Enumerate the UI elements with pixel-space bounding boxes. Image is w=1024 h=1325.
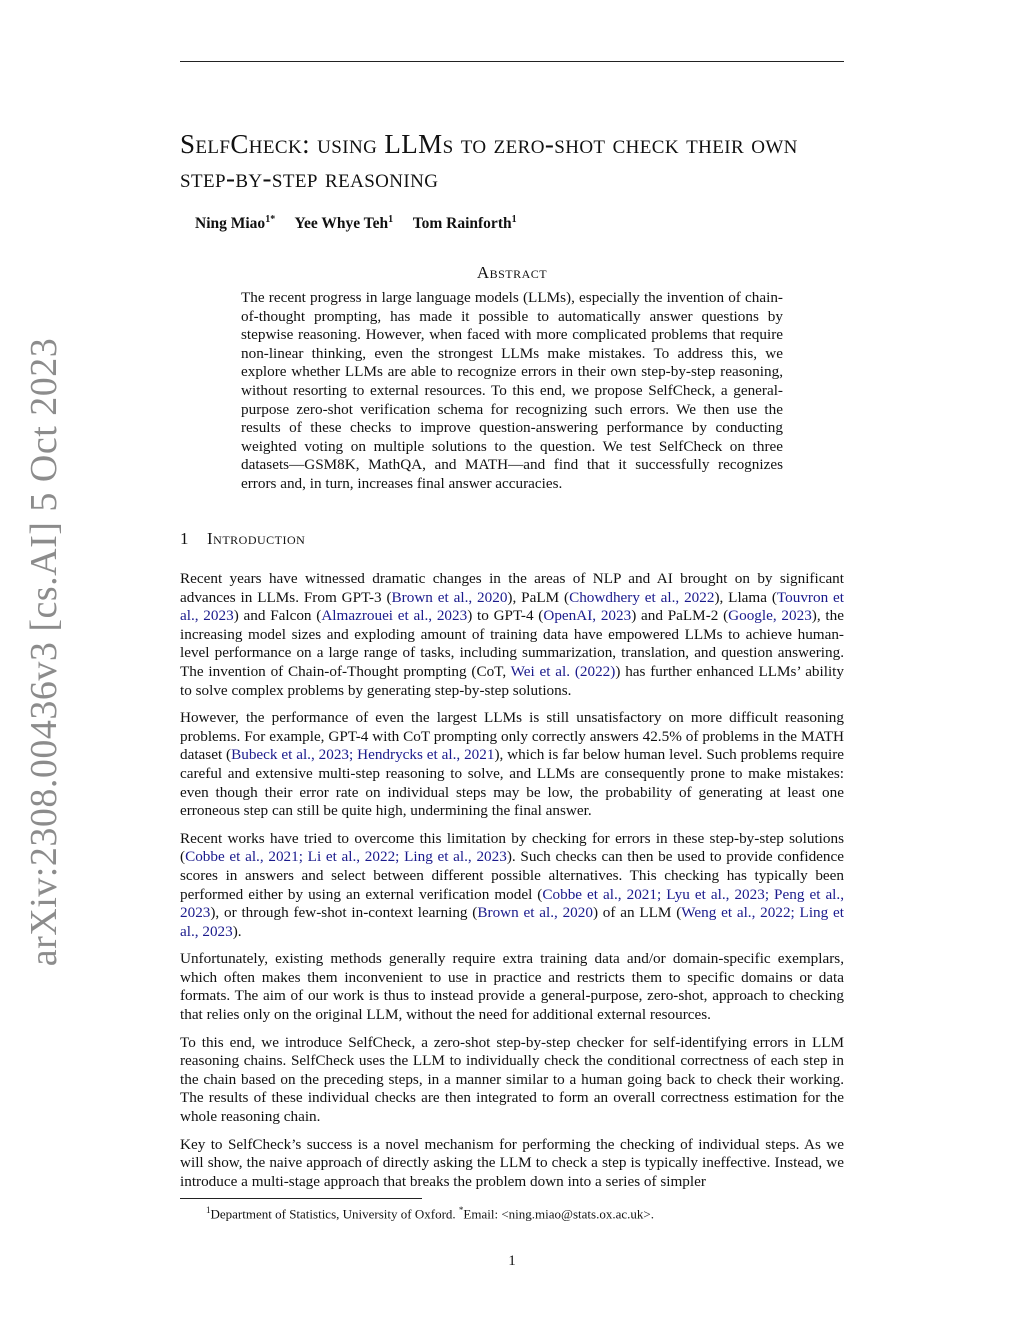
section-number: 1 [180,529,189,548]
citation-link[interactable]: Almazrouei et al., 2023 [321,607,468,625]
citation-link[interactable]: Weng et al., 2022; Ling et al., 2023 [180,904,844,940]
citation-link[interactable]: Bubeck et al., 2023; Hendrycks et al., 2021 [231,746,495,764]
paragraph-text: ) and PaLM-2 ( [631,607,729,625]
arxiv-identifier: arXiv:2308.00436v3 [cs.AI] 5 Oct 2023 [23,337,65,967]
paragraph-text: ). Such checks can then be used to provide confidence scores in answers and select between different possible alternatives. This checking has typically been performed either by using an external verification model ( [180,848,844,903]
citation-link[interactable]: Cobbe et al., 2021; Lyu et al., 2023; Peng et al., 2023 [180,885,844,922]
paragraph-text: Recent works have tried to overcome this limitation by checking for errors in these step-by-step solutions ( [180,829,844,866]
citation-link[interactable]: Brown et al., 2020 [477,904,593,922]
paragraph-text: ), PaLM ( [507,588,570,606]
abstract-text: The recent progress in large language models (LLMs), especially the invention of chain-of-thought prompting, has made it possible to automatically answer questions by stepwise reasoning. However, when faced with more complicated problems that require non-linear thinking, even the strongest LLMs make mistakes. To address this, we explore whether LLMs are able to recognize errors in their own step-by-step reasoning, without resorting to external resources. To this end, we propose SelfCheck, a general-purpose zero-shot verification schema for recognizing such errors. We then use the results of these checks to improve question-answering performance by conducting weighted voting on multiple solutions to the question. We test SelfCheck on three datasets—GSM8K, MathQA, and MATH—and find that it successfully recognizes errors and, in turn, increases final answer accuracies. [241,289,783,492]
footnote-email: Email: <ning.miao@stats.ox.ac.uk>. [463,1206,654,1222]
footnote-affiliation: Department of Statistics, University of Oxford. [210,1206,456,1222]
footnote [206,1205,654,1222]
abstract-heading: Abstract [476,263,548,282]
author-2 [295,215,394,232]
author-name: Yee Whye Teh [294,215,389,233]
footnote-mark: * [458,1205,464,1215]
page-number: 1 [508,1253,516,1269]
paragraph-text: ) and Falcon ( [233,607,322,625]
citation-link[interactable]: Touvron et al., 2023 [180,588,845,625]
paragraph-text: ) of an LLM ( [592,904,682,922]
paper-title: SelfCheck: using LLMs to zero-shot check their own step-by-step reasoning [180,129,798,193]
paragraph-text: However, the performance of even the largest LLMs is still unsatisfactory on more difficult reasoning problems. For example, GPT-4 with CoT prompting only correctly answers 42.5% of problems in the MATH dataset ( [180,709,844,764]
paragraph-text: Unfortunately, existing methods generally require extra training data and/or domain-specific exemplars, which often makes them inconvenient to use in practice and restricts them to specific domains or data formats. The aim of our work is thus to instead provide a general-purpose, zero-shot, approach to checking that relies only on the original LLM, without the need for additional external resources. [180,950,844,1024]
author-affiliation-mark: 1 [388,214,394,225]
header-rule [180,61,844,62]
footnote-rule [180,1198,422,1199]
paragraph-text: ). [232,922,242,940]
author-1 [195,215,275,232]
introduction-body [180,570,844,1200]
author-affiliation-mark: 1 [511,214,517,225]
body-paragraph [180,1034,844,1127]
citation-link[interactable]: Brown et al., 2020 [391,588,508,606]
paragraph-text: ) to GPT-4 ( [467,607,544,625]
paragraph-text: ) has further enhanced LLMs’ ability to solve complex problems by generating step-by-step solutions. [180,662,844,699]
citation-link[interactable]: Chowdhery et al., 2022 [569,588,715,606]
paragraph-text: ), which is far below human level. Such problems require careful and extensive multi-step reasoning to solve, and LLMs are consequently prone to make mistakes: even though their error rate on individual steps may be low, the probability of generating at least one erroneous step can still be quite high, undermining the final answer. [180,746,844,820]
paragraph-text: ), or through few-shot in-context learning ( [210,904,478,922]
paragraph-text: Recent years have witnessed dramatic changes in the areas of NLP and AI brought on by significant advances in LLMs. From GPT-3 ( [180,570,844,606]
body-paragraph [180,1136,844,1192]
citation-link[interactable]: Wei et al. (2022) [510,662,616,680]
section-title: Introduction [207,529,306,548]
footnote-mark: 1 [206,1205,211,1215]
body-paragraph [180,950,844,1024]
citation-link[interactable]: Cobbe et al., 2021; Li et al., 2022; Ling et al., 2023 [185,848,507,866]
body-paragraph [180,709,844,821]
paragraph-text: ), Llama ( [714,588,777,606]
paragraph-text: Key to SelfCheck’s success is a novel mechanism for performing the checking of individual steps. As we will show, the naive approach of directly asking the LLM to check a step is typically ineffective. Instead, we introduce a multi-stage approach that breaks the problem down into a series of simpler [180,1135,844,1190]
body-paragraph [180,830,844,942]
author-name: Ning Miao [195,215,266,233]
paragraph-text: ), the increasing model sizes and exploding amount of training data have empowered LLMs to achieve human-level performance on a large range of tasks, including summarization, translation, and question answering. The invention of Chain-of-Thought prompting (CoT, [180,607,844,680]
paragraph-text: To this end, we introduce SelfCheck, a zero-shot step-by-step checker for self-identifying errors in LLM reasoning chains. SelfCheck uses the LLM to individually check the conditional correctness of each step in the chain based on the preceding steps, in a manner similar to a human going back to check their working. The results of these individual checks are then integrated to form an overall correctness estimation for the whole reasoning chain. [180,1033,844,1126]
author-3 [413,215,517,232]
citation-link[interactable]: OpenAI, 2023 [543,607,632,625]
section-heading [180,529,305,549]
author-name: Tom Rainforth [412,215,512,233]
citation-link[interactable]: Google, 2023 [728,607,812,625]
body-paragraph [180,570,844,700]
author-affiliation-mark: 1* [265,214,276,225]
author-list [195,214,533,233]
